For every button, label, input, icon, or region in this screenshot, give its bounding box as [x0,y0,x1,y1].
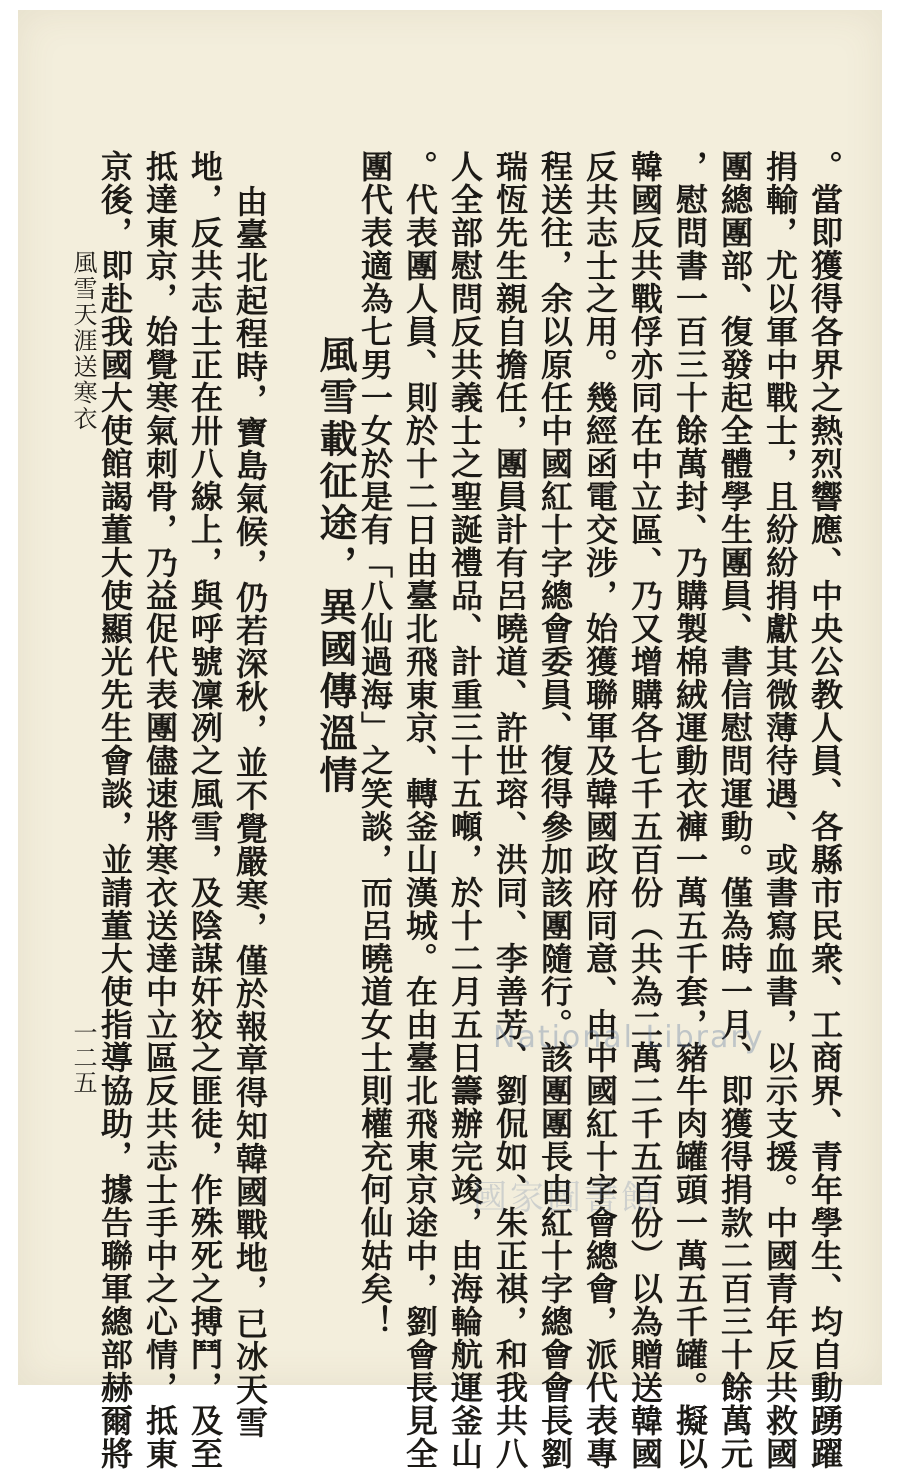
body-column-2: 捐輸，尤以軍中戰士，且紛紛捐獻其微薄待遇、或書寫血書，以示支援。中國青年反共救國 [761,150,799,1470]
body-column-10: 。代表團人員、則於十二日由臺北飛東京、轉釜山漢城。在由臺北飛東京途中，劉會長見全 [401,150,439,1470]
body-column-11: 團代表適為七男一女於是有「八仙過海」之笑談，而呂曉道女士則權充何仙姑矣！ [356,150,394,1338]
body-column-13: 地，反共志士正在卅八線上，與呼號凜冽之風雪，及陰謀奸狡之匪徒，作殊死之搏鬥，及至 [186,150,224,1470]
body-column-5: 韓國反共戰俘亦同在中立區、乃又增購各七千五百份（共為二萬二千五百份）以為贈送韓國 [626,150,664,1470]
running-title: 風雪天涯送寒衣 [69,250,97,432]
body-column-14: 抵達東京，始覺寒氣刺骨，乃益促代表團儘速將寒衣送達中立區反共志士手中之心情，抵東 [141,150,179,1470]
body-column-15: 京後，即赴我國大使館謁董大使顯光先生會談，並請董大使指導協助，據告聯軍總部赫爾將 [96,150,134,1470]
document-page [18,10,882,1470]
body-column-3: 團總團部、復發起全體學生團員、書信慰問運動。僅為時一月、即獲得捐款二百三十餘萬元 [716,150,754,1470]
body-column-12: 由臺北起程時，寶島氣候，仍若深秋，並不覺嚴寒，僅於報章得知韓國戰地，已冰天雪 [231,185,269,1439]
body-column-1: 。當即獲得各界之熱烈響應、中央公教人員、各縣市民衆、工商界、青年學生、均自動踴躍 [806,150,844,1470]
section-heading: 風雪載征途，異國傳溫情 [313,335,358,797]
library-watermark-chinese: 國家圖書館 [473,1178,658,1218]
library-watermark: National Library [493,1020,765,1055]
body-column-6: 反共志士之用。幾經函電交涉，始獲聯軍及韓國政府同意、由中國紅十字會總會，派代表專 [581,150,619,1470]
body-column-8: 瑞恆先生親自擔任，團員計有呂曉道、許世瑢、洪同、李善芳、劉侃如、朱正祺，和我共八 [491,150,529,1470]
body-column-9: 人全部慰問反共義士之聖誕禮品、計重三十五噸，於十二月五日籌辦完竣，由海輪航運釜山 [446,150,484,1470]
body-column-7: 程送往，余以原任中國紅十字總會委員、復得參加該團隨行。該團團長由紅十字總會會長劉 [536,150,574,1470]
body-column-4: ，慰問書一百三十餘萬封、乃購製棉絨運動衣褲一萬五千套，豬牛肉罐頭一萬五千罐。擬以 [671,150,709,1470]
page-number: 一二五 [69,1020,97,1095]
